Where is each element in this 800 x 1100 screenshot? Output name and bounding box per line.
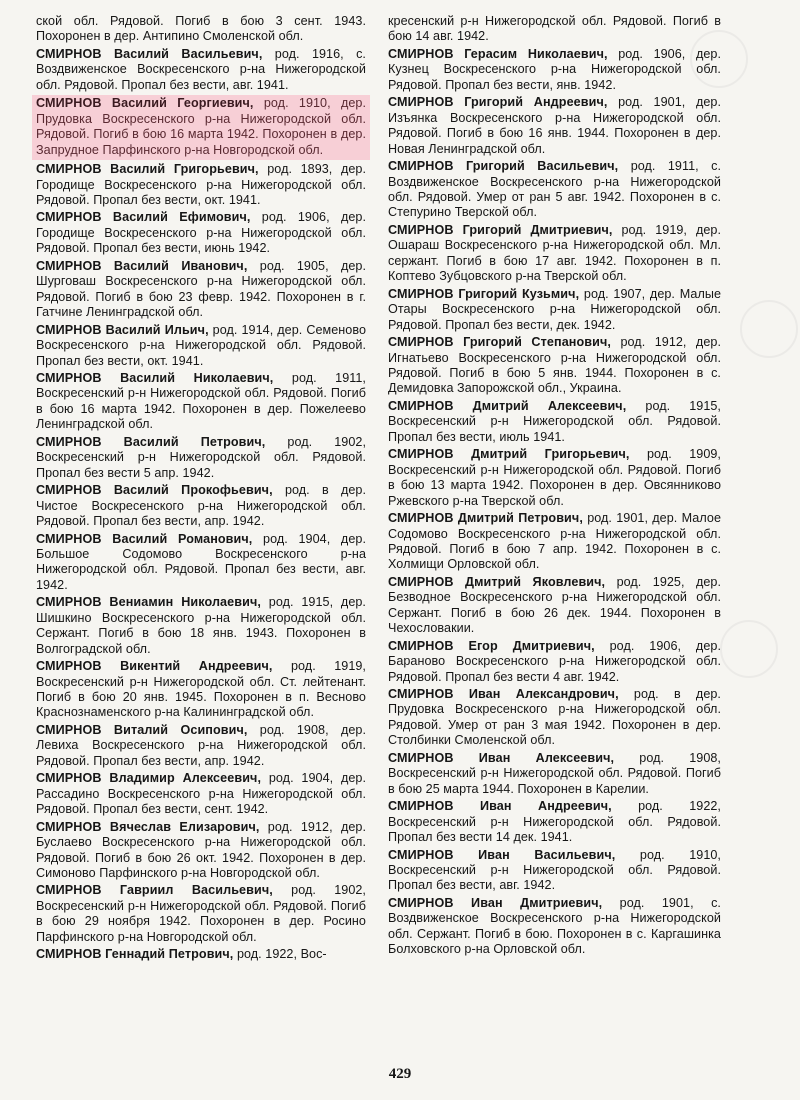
entry-text: род. 1919, дер. Ошараш Воскресенского р-на Нижегородской обл. Мл. сержант. Погиб в бою 17 авг. 1942. Похоронен в п. Коптево Зубцовского р-на Тверской обл. [388, 222, 721, 284]
entry-text: род. 1901, дер. Изъянка Воскресенского р-на Нижегородской обл. Рядовой. Погиб в бою 16 янв. 1944. Похоронен в дер. Новая Ленинградской обл. [388, 95, 722, 156]
entry [388, 47, 721, 93]
entry-name: СМИРНОВ Василий Ильич, [36, 322, 209, 337]
entry-name: СМИРНОВ Вениамин Николаевич, [36, 595, 261, 610]
entry-name: СМИРНОВ Иван Алексеевич, [388, 750, 615, 765]
entry [36, 210, 366, 256]
entry-name: СМИРНОВ Василий Иванович, [36, 258, 248, 273]
entry-text: род. 1907, дер. Малые Отары Воскресенского р-на Нижегородской обл. Рядовой. Пропал без вести, дек. 1942. [388, 286, 721, 332]
entry [388, 687, 721, 749]
entry-text: род. 1908, Воскресенский р-н Нижегородской обл. Рядовой. Погиб в бою 25 марта 1944. Похоронен в Карелии. [388, 750, 721, 796]
entry-text: род. 1919, Воскресенский р-н Нижегородской обл. Ст. лейтенант. Погиб в бою 20 янв. 1945. Похоронен в п. Весново Краснознаменского р-на Калининградской обл. [36, 659, 366, 720]
entry [36, 723, 366, 769]
entry [388, 447, 721, 509]
entry-name: СМИРНОВ Дмитрий Алексеевич, [388, 398, 627, 413]
entry-name: СМИРНОВ Геннадий Петрович, [36, 947, 234, 962]
entry [388, 751, 721, 797]
entry [36, 883, 366, 945]
entry [388, 639, 721, 685]
entry-name: СМИРНОВ Иван Васильевич, [388, 847, 616, 862]
entry-name: СМИРНОВ Василий Ефимович, [36, 210, 251, 225]
watermark-stamp [720, 620, 778, 678]
entry [388, 511, 721, 573]
entry [388, 159, 721, 221]
entry-name: СМИРНОВ Григорий Кузьмич, [388, 286, 580, 301]
entry [36, 595, 366, 657]
entry [36, 47, 366, 93]
entry [388, 848, 721, 894]
entry-text: род. 1916, с. Воздвиженское Воскресенского р-на Нижегородской обл. Рядовой. Пропал без вести, авг. 1941. [36, 46, 366, 92]
entry-text: род. 1925, дер. Безводное Воскресенского р-на Нижегородской обл. Сержант. Погиб в бою 26 дек. 1944. Похоронен в Чехословакии. [388, 574, 721, 636]
entry-text: род. 1910, Воскресенский р-н Нижегородской обл. Рядовой. Пропал без вести, авг. 1942. [388, 847, 721, 893]
entry-text: род. 1905, дер. Шурговаш Воскресенского р-на Нижегородской обл. Рядовой. Погиб в бою 23 февр. 1942. Похоронен в г. Гатчине Ленинградской обл. [36, 258, 366, 320]
entry [36, 771, 366, 817]
entry-text: род. 1911, с. Воздвиженское Воскресенского р-на Нижегородской обл. Рядовой. Умер от ран 5 авг. 1942. Похоронен в с. Степурино Тверской обл. [388, 159, 721, 220]
entry-name: СМИРНОВ Григорий Васильевич, [388, 159, 619, 174]
entry-text: род. 1904, дер. Большое Содомово Воскресенского р-на Нижегородской обл. Рядовой. Пропал без вести, авг. 1942. [36, 531, 366, 592]
entry-name: СМИРНОВ Григорий Дмитриевич, [388, 222, 613, 237]
entry-name: СМИРНОВ Дмитрий Яковлевич, [388, 574, 606, 589]
entry-text: род. 1911, Воскресенский р-н Нижегородской обл. Рядовой. Погиб в бою 16 марта 1942. Похоронен в дер. Пожелеево Ленинградской обл. [36, 370, 366, 432]
entry-text: род. 1906, дер. Бараново Воскресенского р-на Нижегородской обл. Рядовой. Пропал без вести 4 авг. 1942. [388, 638, 721, 684]
entry [36, 371, 366, 433]
entry-name: СМИРНОВ Викентий Андреевич, [36, 659, 273, 674]
entry-text: род. 1902, Воскресенский р-н Нижегородской обл. Рядовой. Погиб в бою 29 ноября 1942. Похоронен в дер. Росино Парфинского р-на Новгородской обл. [36, 883, 366, 944]
entry-name: СМИРНОВ Василий Петрович, [36, 434, 266, 449]
entry-name: СМИРНОВ Дмитрий Григорьевич, [388, 447, 630, 462]
entry-text: род. 1893, дер. Городище Воскресенского р-на Нижегородской обл. Рядовой. Пропал без вести, окт. 1941. [36, 162, 366, 207]
left-column [36, 14, 366, 965]
entry [36, 820, 366, 882]
entry-name: СМИРНОВ Григорий Степанович, [388, 335, 611, 350]
entry-name: СМИРНОВ Василий Григорьевич, [36, 162, 259, 177]
entry [388, 399, 721, 445]
entry-text: род. 1922, Вос- [233, 947, 327, 962]
entry-name: СМИРНОВ Иван Дмитриевич, [388, 895, 603, 910]
entry-text: род. 1901, дер. Малое Содомово Воскресенского р-на Нижегородской обл. Рядовой. Погиб в бою 7 апр. 1942. Похоронен в с. Холмищи Орловской обл. [388, 511, 721, 572]
entry-name: СМИРНОВ Гавриил Васильевич, [36, 883, 273, 898]
entry-name: СМИРНОВ Иван Александрович, [388, 687, 619, 702]
entry-text: род. 1910, дер. Прудовка Воскресенского р-на Нижегородской обл. Рядовой. Погиб в бою 16 марта 1942. Похоронен в дер. Запрудное Парфинского р-на Новгородской обл. [36, 96, 367, 157]
right-column [388, 14, 721, 960]
entry-name: СМИРНОВ Дмитрий Петрович, [388, 511, 583, 526]
entry [388, 95, 721, 157]
entry-name: СМИРНОВ Василий Васильевич, [36, 46, 263, 61]
entry [388, 799, 721, 845]
entry-text: род. в дер. Прудовка Воскресенского р-на Нижегородской обл. Рядовой. Умер от ран 3 мая 1942. Похоронен в дер. Столбинки Смоленской обл. [388, 687, 721, 748]
entry-text: род. 1909, Воскресенский р-н Нижегородской обл. Рядовой. Погиб в бою 13 марта 1942. Похоронен в дер. Овсянниково Ржевского р-на Тверской обл. [388, 447, 721, 508]
entry [36, 483, 366, 529]
entry-name: СМИРНОВ Герасим Николаевич, [388, 46, 608, 61]
entry [36, 323, 366, 369]
entry-text: ской обл. Рядовой. Погиб в бою 3 сент. 1943. Похоронен в дер. Антипино Смоленской обл. [36, 14, 366, 44]
entry-name: СМИРНОВ Владимир Алексеевич, [36, 771, 262, 786]
entry-name: СМИРНОВ Григорий Андреевич, [388, 95, 608, 110]
entry-text: род. 1906, дер. Городище Воскресенского р-на Нижегородской обл. Рядовой. Пропал без вести, июнь 1942. [36, 210, 367, 256]
entry [388, 335, 721, 397]
entry-name: СМИРНОВ Егор Дмитриевич, [388, 638, 595, 653]
entry-text: род. 1914, дер. Семеново Воскресенского р-на Нижегородской обл. Рядовой. Пропал без вести, окт. 1941. [36, 322, 367, 368]
entry-text: род. 1912, дер. Буслаево Воскресенского р-на Нижегородской обл. Рядовой. Погиб в бою 26 окт. 1942. Похоронен в дер. Симоново Парфинского р-на Новгородской обл. [36, 819, 366, 881]
entry-text: род. 1902, Воскресенский р-н Нижегородской обл. Рядовой. Пропал без вести 5 апр. 1942. [36, 434, 366, 480]
entry-name: СМИРНОВ Василий Николаевич, [36, 370, 274, 385]
entry [388, 14, 721, 45]
entry [36, 435, 366, 481]
entry-text: род. в дер. Чистое Воскресенского р-на Нижегородской обл. Рядовой. Пропал без вести, апр. 1942. [36, 483, 366, 529]
entry [36, 659, 366, 721]
entry [36, 947, 366, 962]
entry [388, 223, 721, 285]
page-number: 429 [388, 1066, 412, 1082]
entry-text: род. 1912, дер. Игнатьево Воскресенского р-на Нижегородской обл. Рядовой. Погиб в бою 5 янв. 1944. Похоронен в с. Демидовка Запорожской обл., Украина. [388, 335, 721, 396]
entry-name: СМИРНОВ Иван Андреевич, [388, 799, 612, 814]
entry-text: род. 1904, дер. Рассадино Воскресенского р-на Нижегородской обл. Рядовой. Пропал без вести, сент. 1942. [36, 771, 366, 817]
entry-name: СМИРНОВ Вячеслав Елизарович, [36, 819, 260, 834]
entry-text: род. 1915, Воскресенский р-н Нижегородской обл. Рядовой. Пропал без вести, июль 1941. [388, 398, 721, 444]
entry [36, 532, 366, 594]
entry-text: род. 1922, Воскресенский р-н Нижегородской обл. Рядовой. Пропал без вести 14 дек. 1941. [388, 799, 721, 845]
entry-name: СМИРНОВ Василий Георгиевич, [36, 96, 254, 111]
entry [388, 575, 721, 637]
entry-text: род. 1915, дер. Шишкино Воскресенского р-на Нижегородской обл. Сержант. Погиб в бою 18 янв. 1943. Похоронен в Волгоградской обл. [36, 595, 366, 656]
entry [388, 896, 721, 958]
entry [36, 259, 366, 321]
entry-text: кресенский р-н Нижегородской обл. Рядовой. Погиб в бою 14 авг. 1942. [388, 14, 721, 44]
highlighted-entry [32, 95, 370, 160]
entry-text: род. 1901, с. Воздвиженское Воскресенского р-на Нижегородской обл. Сержант. Погиб в бою. Похоронен в с. Каргашинка Болховского р-на Орловской обл. [388, 895, 721, 957]
watermark-stamp [740, 300, 798, 358]
entry-name: СМИРНОВ Василий Прокофьевич, [36, 483, 273, 498]
entry-text: род. 1906, дер. Кузнец Воскресенского р-на Нижегородской обл. Рядовой. Пропал без вести, янв. 1942. [388, 46, 721, 92]
entry [36, 14, 366, 45]
entry-text: род. 1908, дер. Левиха Воскресенского р-на Нижегородской обл. Рядовой. Пропал без вести, апр. 1942. [36, 722, 367, 768]
entry-name: СМИРНОВ Василий Романович, [36, 531, 253, 546]
entry [36, 162, 366, 208]
entry [388, 287, 721, 333]
entry-name: СМИРНОВ Виталий Осипович, [36, 722, 248, 737]
